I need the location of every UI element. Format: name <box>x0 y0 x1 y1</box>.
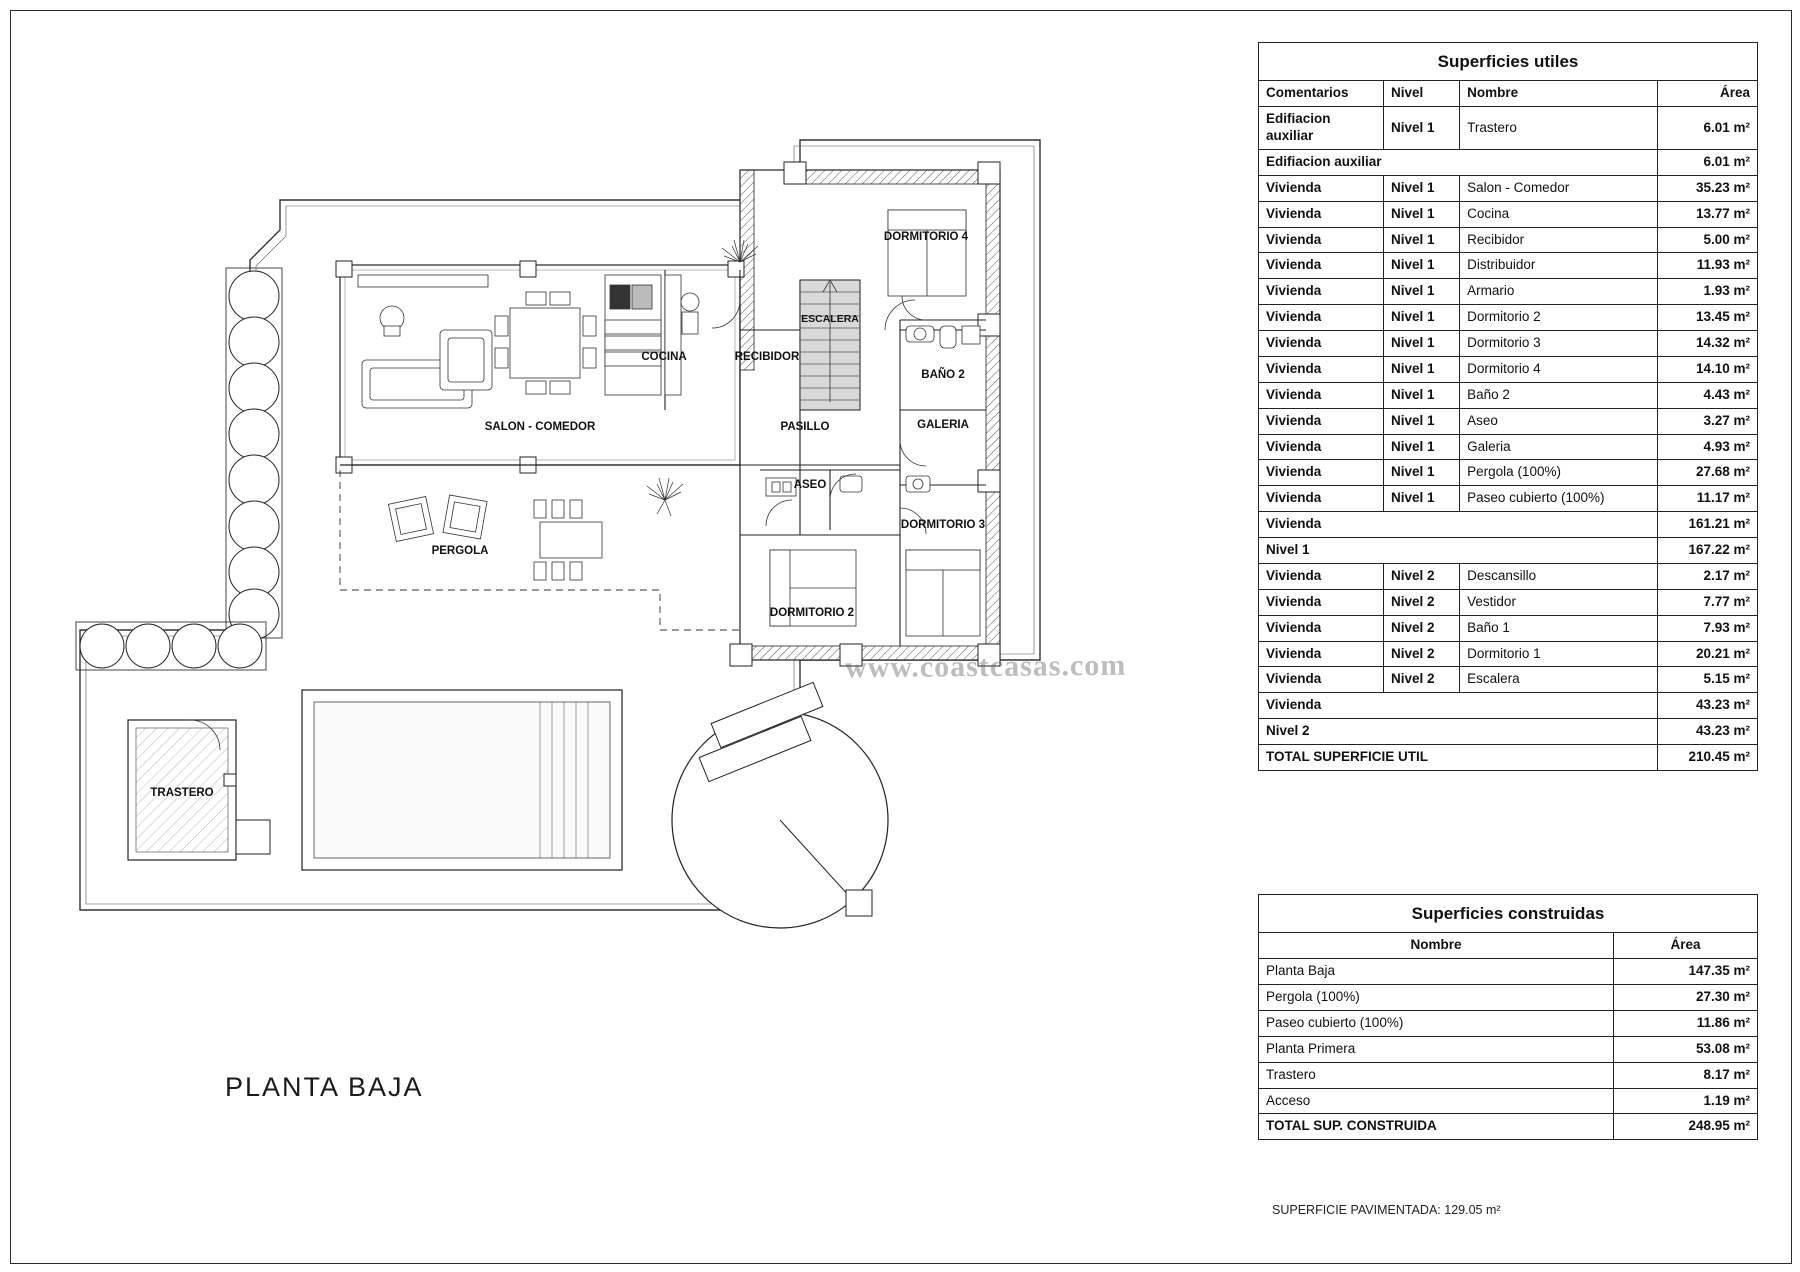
floor-plan-svg <box>40 30 1240 1180</box>
table-row <box>1259 1088 1758 1114</box>
cell-comentarios: Vivienda <box>1259 667 1384 693</box>
table-row <box>1259 563 1758 589</box>
table-subtotal-row <box>1259 538 1758 564</box>
cell-nombre: Distribuidor <box>1460 253 1658 279</box>
cell-area: 5.15 m² <box>1658 667 1758 693</box>
cell-nombre: Acceso <box>1259 1088 1614 1114</box>
cell-nivel: Nivel 2 <box>1384 641 1460 667</box>
cell-nombre: Paseo cubierto (100%) <box>1460 486 1658 512</box>
table-row <box>1259 107 1758 150</box>
cell-nombre: Aseo <box>1460 408 1658 434</box>
cell-nivel: Nivel 1 <box>1384 408 1460 434</box>
cell-comentarios: Vivienda <box>1259 408 1384 434</box>
floor-plan <box>40 30 1240 1180</box>
room-label-bano2: BAÑO 2 <box>921 369 965 381</box>
table-header-row <box>1259 933 1758 959</box>
table-row <box>1259 305 1758 331</box>
room-label-pasillo: PASILLO <box>780 421 830 433</box>
table-row <box>1259 408 1758 434</box>
cell-nombre: Descansillo <box>1460 563 1658 589</box>
col-nombre: Nombre <box>1259 933 1614 959</box>
table-row <box>1259 589 1758 615</box>
cell-nombre: Recibidor <box>1460 227 1658 253</box>
cell-comentarios: Vivienda <box>1259 201 1384 227</box>
col-nivel: Nivel <box>1384 81 1460 107</box>
table-row <box>1259 279 1758 305</box>
cell-nombre: Galeria <box>1460 434 1658 460</box>
utiles-title: Superficies utiles <box>1259 43 1758 81</box>
room-label-galeria: GALERIA <box>917 419 969 431</box>
cell-comentarios: Vivienda <box>1259 253 1384 279</box>
cell-area: 35.23 m² <box>1658 175 1758 201</box>
table-row <box>1259 641 1758 667</box>
table-row <box>1259 434 1758 460</box>
cell-subtotal-label: Nivel 1 <box>1259 538 1658 564</box>
cell-nombre: Salon - Comedor <box>1460 175 1658 201</box>
cell-nombre: Baño 1 <box>1460 615 1658 641</box>
col-comentarios: Comentarios <box>1259 81 1384 107</box>
cell-nivel: Nivel 1 <box>1384 279 1460 305</box>
cell-area: 4.93 m² <box>1658 434 1758 460</box>
cell-comentarios: Vivienda <box>1259 356 1384 382</box>
cell-subtotal-label: Vivienda <box>1259 693 1658 719</box>
table-row <box>1259 985 1758 1011</box>
cell-comentarios: Vivienda <box>1259 460 1384 486</box>
table-row <box>1259 615 1758 641</box>
cell-area: 11.17 m² <box>1658 486 1758 512</box>
table-title-row <box>1259 895 1758 933</box>
table-row <box>1259 959 1758 985</box>
cell-comentarios: Vivienda <box>1259 486 1384 512</box>
cell-nivel: Nivel 1 <box>1384 201 1460 227</box>
room-label-aseo: ASEO <box>793 479 827 491</box>
cell-nombre: Planta Baja <box>1259 959 1614 985</box>
cell-area: 27.30 m² <box>1614 985 1758 1011</box>
cell-comentarios: Vivienda <box>1259 279 1384 305</box>
table-subtotal-row <box>1259 149 1758 175</box>
cell-area: 8.17 m² <box>1614 1062 1758 1088</box>
cell-nombre: Pergola (100%) <box>1259 985 1614 1011</box>
cell-area: 27.68 m² <box>1658 460 1758 486</box>
cell-nivel: Nivel 2 <box>1384 589 1460 615</box>
cell-comentarios: Vivienda <box>1259 434 1384 460</box>
cell-nombre: Trastero <box>1460 107 1658 150</box>
cell-nombre: Planta Primera <box>1259 1036 1614 1062</box>
cell-total-area: 248.95 m² <box>1614 1114 1758 1140</box>
cell-area: 13.77 m² <box>1658 201 1758 227</box>
cell-area: 14.10 m² <box>1658 356 1758 382</box>
cell-nombre: Vestidor <box>1460 589 1658 615</box>
cell-comentarios: Vivienda <box>1259 589 1384 615</box>
table-total-row <box>1259 745 1758 771</box>
col-area: Área <box>1658 81 1758 107</box>
cell-comentarios: Vivienda <box>1259 615 1384 641</box>
cell-nombre: Escalera <box>1460 667 1658 693</box>
cell-comentarios: Vivienda <box>1259 382 1384 408</box>
table-row <box>1259 1062 1758 1088</box>
cell-total-label: TOTAL SUP. CONSTRUIDA <box>1259 1114 1614 1140</box>
superficies-utiles-table <box>1258 42 1758 771</box>
cell-nivel: Nivel 2 <box>1384 563 1460 589</box>
superficies-construidas-table <box>1258 894 1758 1140</box>
cell-subtotal-label: Vivienda <box>1259 512 1658 538</box>
room-label-trastero: TRASTERO <box>150 787 214 799</box>
cell-nombre: Pergola (100%) <box>1460 460 1658 486</box>
cell-comentarios: Vivienda <box>1259 331 1384 357</box>
cell-nombre: Trastero <box>1259 1062 1614 1088</box>
cell-area: 11.86 m² <box>1614 1010 1758 1036</box>
cell-nombre: Dormitorio 3 <box>1460 331 1658 357</box>
cell-subtotal-area: 167.22 m² <box>1658 538 1758 564</box>
cell-total-area: 210.45 m² <box>1658 745 1758 771</box>
cell-nivel: Nivel 2 <box>1384 615 1460 641</box>
table-subtotal-row <box>1259 719 1758 745</box>
cell-area: 7.77 m² <box>1658 589 1758 615</box>
cell-subtotal-area: 43.23 m² <box>1658 693 1758 719</box>
cell-area: 14.32 m² <box>1658 331 1758 357</box>
cell-area: 53.08 m² <box>1614 1036 1758 1062</box>
room-label-salon-comedor: SALON - COMEDOR <box>484 421 596 433</box>
cell-area: 13.45 m² <box>1658 305 1758 331</box>
watermark: www.coastcasas.com <box>844 648 1127 685</box>
cell-subtotal-area: 6.01 m² <box>1658 149 1758 175</box>
table-row <box>1259 175 1758 201</box>
cell-comentarios: Vivienda <box>1259 175 1384 201</box>
cell-comentarios: Vivienda <box>1259 305 1384 331</box>
cell-subtotal-label: Edifiacion auxiliar <box>1259 149 1658 175</box>
room-label-pergola: PERGOLA <box>431 545 489 557</box>
cell-nombre: Dormitorio 1 <box>1460 641 1658 667</box>
table-row <box>1259 201 1758 227</box>
cell-area: 4.43 m² <box>1658 382 1758 408</box>
superficie-pavimentada-note: SUPERFICIE PAVIMENTADA: 129.05 m² <box>1272 1203 1501 1217</box>
cell-area: 11.93 m² <box>1658 253 1758 279</box>
cell-subtotal-label: Nivel 2 <box>1259 719 1658 745</box>
cell-nombre: Paseo cubierto (100%) <box>1259 1010 1614 1036</box>
construidas-title: Superficies construidas <box>1259 895 1758 933</box>
cell-nivel: Nivel 1 <box>1384 356 1460 382</box>
cell-nivel: Nivel 1 <box>1384 253 1460 279</box>
col-nombre: Nombre <box>1460 81 1658 107</box>
table-row <box>1259 1036 1758 1062</box>
cell-area: 1.19 m² <box>1614 1088 1758 1114</box>
cell-nivel: Nivel 1 <box>1384 227 1460 253</box>
table-row <box>1259 382 1758 408</box>
cell-area: 20.21 m² <box>1658 641 1758 667</box>
cell-nombre: Baño 2 <box>1460 382 1658 408</box>
table-total-row <box>1259 1114 1758 1140</box>
plan-title: PLANTA BAJA <box>225 1072 424 1102</box>
cell-total-label: TOTAL SUPERFICIE UTIL <box>1259 745 1658 771</box>
cell-nivel: Nivel 1 <box>1384 175 1460 201</box>
room-label-recibidor: RECIBIDOR <box>734 351 800 363</box>
cell-nivel: Nivel 2 <box>1384 667 1460 693</box>
table-row <box>1259 486 1758 512</box>
table-subtotal-row <box>1259 693 1758 719</box>
cell-area: 147.35 m² <box>1614 959 1758 985</box>
cell-comentarios: Edifiacion auxiliar <box>1259 107 1384 150</box>
cell-comentarios: Vivienda <box>1259 227 1384 253</box>
cell-area: 7.93 m² <box>1658 615 1758 641</box>
cell-nombre: Dormitorio 2 <box>1460 305 1658 331</box>
cell-area: 6.01 m² <box>1658 107 1758 150</box>
table-row <box>1259 1010 1758 1036</box>
room-label-dormitorio3: DORMITORIO 3 <box>900 519 986 531</box>
table-row <box>1259 356 1758 382</box>
col-area: Área <box>1614 933 1758 959</box>
cell-nombre: Armario <box>1460 279 1658 305</box>
cell-area: 2.17 m² <box>1658 563 1758 589</box>
room-label-cocina: COCINA <box>641 351 687 363</box>
cell-nombre: Dormitorio 4 <box>1460 356 1658 382</box>
table-row <box>1259 227 1758 253</box>
cell-area: 3.27 m² <box>1658 408 1758 434</box>
table-row <box>1259 667 1758 693</box>
cell-comentarios: Vivienda <box>1259 641 1384 667</box>
cell-nivel: Nivel 1 <box>1384 460 1460 486</box>
table-row <box>1259 253 1758 279</box>
table-row <box>1259 331 1758 357</box>
cell-nombre: Cocina <box>1460 201 1658 227</box>
table-subtotal-row <box>1259 512 1758 538</box>
table-row <box>1259 460 1758 486</box>
cell-nivel: Nivel 1 <box>1384 382 1460 408</box>
room-label-escalera: ESCALERA <box>801 313 859 325</box>
table-title-row <box>1259 43 1758 81</box>
cell-nivel: Nivel 1 <box>1384 305 1460 331</box>
cell-nivel: Nivel 1 <box>1384 331 1460 357</box>
cell-nivel: Nivel 1 <box>1384 434 1460 460</box>
room-label-dormitorio4: DORMITORIO 4 <box>883 231 969 243</box>
cell-area: 1.93 m² <box>1658 279 1758 305</box>
room-label-dormitorio2: DORMITORIO 2 <box>769 607 855 619</box>
cell-nivel: Nivel 1 <box>1384 107 1460 150</box>
cell-area: 5.00 m² <box>1658 227 1758 253</box>
cell-comentarios: Vivienda <box>1259 563 1384 589</box>
cell-subtotal-area: 43.23 m² <box>1658 719 1758 745</box>
table-header-row <box>1259 81 1758 107</box>
cell-subtotal-area: 161.21 m² <box>1658 512 1758 538</box>
cell-nivel: Nivel 1 <box>1384 486 1460 512</box>
